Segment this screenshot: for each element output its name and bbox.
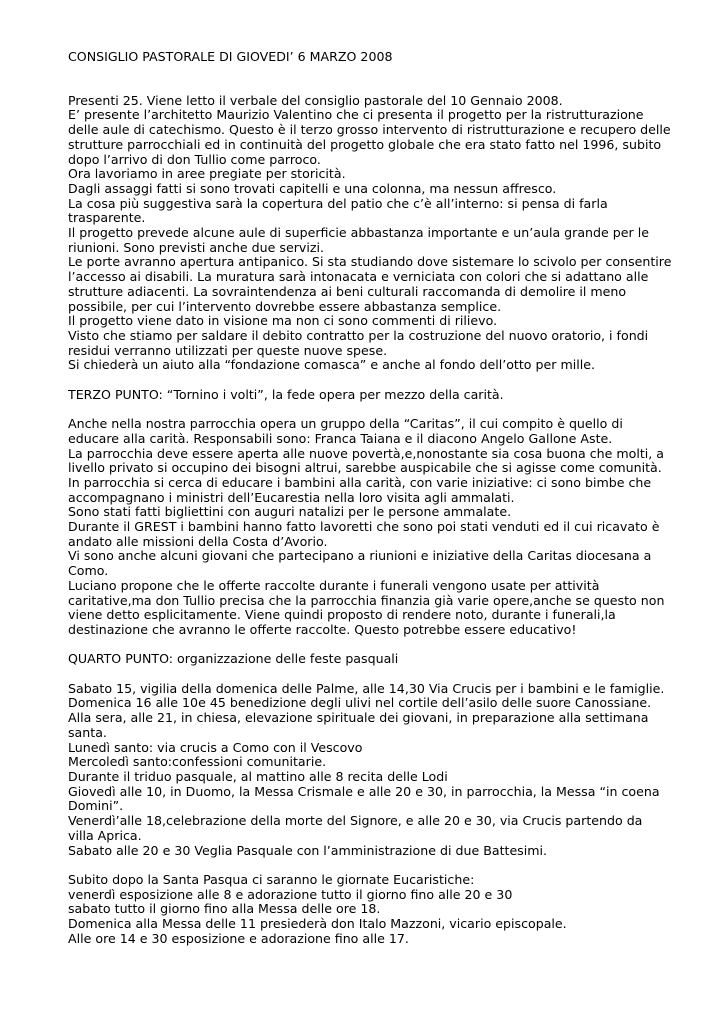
text-line: destinazione che avranno le offerte raccolte. Questo potrebbe essere educativo!	[68, 621, 577, 637]
text-line: Il progetto prevede alcune aule di superficie abbastanza importante e un’aula grande per le	[68, 225, 649, 241]
text-line: La cosa più suggestiva sarà la copertura del patio che c’è all’interno: si pensa di farla	[68, 195, 608, 211]
text-line: Presenti 25. Viene letto il verbale del consiglio pastorale del 10 Gennaio 2008.	[68, 92, 563, 108]
document-body	[68, 94, 684, 947]
text-line: Domenica 16 alle 10e 45 benedizione degli ulivi nel cortile dell’asilo delle suore Canossiane.	[68, 695, 652, 711]
text-line: Durante il triduo pasquale, al mattino alle 8 recita delle Lodi	[68, 768, 448, 784]
text-line: In parrocchia si cerca di educare i bambini alla carità, con varie iniziative: ci sono bimbe che	[68, 474, 652, 490]
document-title: CONSIGLIO PASTORALE DI GIOVEDI’ 6 MARZO 2008	[68, 49, 393, 64]
paragraph-block	[68, 682, 684, 858]
text-line: Venerdì’alle 18,celebrazione della morte del Signore, e alle 20 e 30, via Crucis partendo da	[68, 813, 643, 829]
text-line: Ora lavoriamo in aree pregiate per storicità.	[68, 166, 346, 182]
text-line: possibile, per cui l’intervento dovrebbe essere abbastanza semplice.	[68, 298, 502, 314]
text-line: Mercoledì santo:confessioni comunitarie.	[68, 754, 327, 770]
text-line: riunioni. Sono previsti anche due servizi.	[68, 239, 324, 255]
text-line: santa.	[68, 724, 107, 740]
text-line: TERZO PUNTO: “Tornino i volti”, la fede opera per mezzo della carità.	[68, 386, 504, 402]
text-line: Il progetto viene dato in visione ma non ci sono commenti di rilievo.	[68, 313, 498, 329]
text-line: Domini”.	[68, 798, 124, 814]
text-line: QUARTO PUNTO: organizzazione delle feste pasquali	[68, 651, 399, 667]
text-line: viene detto esplicitamente. Viene quindi proposto di rendere noto, durante i funerali,la	[68, 607, 616, 623]
text-line: accompagnano i ministri dell’Eucarestia nella loro visita agli ammalati.	[68, 489, 515, 505]
text-line: strutture parrocchiali ed in continuità del progetto globale che era stato fatto nel 1996, subito	[68, 136, 662, 152]
text-line: l’accesso ai disabili. La muratura sarà intonacata e verniciata con colori che si adattano alle	[68, 269, 649, 285]
text-line: villa Aprica.	[68, 827, 142, 843]
text-line: Subito dopo la Santa Pasqua ci saranno le giornate Eucaristiche:	[68, 871, 475, 887]
text-line: sabato tutto il giorno fino alla Messa delle ore 18.	[68, 901, 381, 917]
text-line: Sono stati fatti bigliettini con auguri natalizi per le persone ammalate.	[68, 504, 512, 520]
text-line: Sabato alle 20 e 30 Veglia Pasquale con l’amministrazione di due Battesimi.	[68, 842, 548, 858]
text-line: Durante il GREST i bambini hanno fatto lavoretti che sono poi stati venduti ed il cui ricavato è	[68, 519, 660, 535]
text-line: venerdì esposizione alle 8 e adorazione tutto il giorno fino alle 20 e 30	[68, 886, 513, 902]
paragraph-block	[68, 652, 684, 667]
text-line: Domenica alla Messa delle 11 presiederà don Italo Mazzoni, vicario episcopale.	[68, 916, 567, 931]
text-line: Anche nella nostra parrocchia opera un gruppo della “Caritas”, il cui compito è quello di	[68, 416, 623, 432]
text-line: Vi sono anche alcuni giovani che partecipano a riunioni e iniziative della Caritas diocesana a	[68, 548, 652, 564]
text-line: Le porte avranno apertura antipanico. Si sta studiando dove sistemare lo scivolo per consentire	[68, 254, 672, 270]
paragraph-block	[68, 94, 684, 373]
text-line: residui verranno utilizzati per queste nuove spese.	[68, 342, 388, 358]
paragraph-block	[68, 388, 684, 403]
text-line: La parrocchia deve essere aperta alle nuove povertà,e,nonostante sia cosa buona che molti, a	[68, 445, 665, 461]
text-line: Sabato 15, vigilia della domenica delle Palme, alle 14,30 Via Crucis per i bambini e le famiglie.	[68, 680, 665, 696]
text-line: andato alle missioni della Costa d’Avorio.	[68, 533, 328, 549]
text-line: educare alla carità. Responsabili sono: Franca Taiana e il diacono Angelo Gallone Aste.	[68, 430, 613, 446]
text-line: dopo l’arrivo di don Tullio come parroco.	[68, 151, 321, 167]
text-line: E’ presente l’architetto Maurizio Valentino che ci presenta il progetto per la ristrutturazione	[68, 107, 644, 123]
text-line: Si chiederà un aiuto alla “fondazione comasca” e anche al fondo dell’otto per mille.	[68, 357, 595, 373]
text-line: Alla sera, alle 21, in chiesa, elevazione spirituale dei giovani, in preparazione alla settimana	[68, 710, 649, 726]
text-line: Como.	[68, 563, 109, 579]
paragraph-block	[68, 873, 684, 947]
text-line: caritative,ma don Tullio precisa che la parrocchia finanzia già varie opere,anche se questo non	[68, 592, 665, 608]
text-line: delle aule di catechismo. Questo è il terzo grosso intervento di ristrutturazione e recupero delle	[68, 122, 671, 138]
text-line: Luciano propone che le offerte raccolte durante i funerali vengono usate per attività	[68, 577, 600, 593]
text-line: Giovedì alle 10, in Duomo, la Messa Crismale e alle 20 e 30, in parrocchia, la Messa “in coena	[68, 783, 660, 799]
text-line: trasparente.	[68, 210, 146, 226]
paragraph-block	[68, 417, 684, 638]
text-line: livello privato si occupino dei bisogni altrui, sarebbe auspicabile che si agisse come comunità.	[68, 460, 662, 476]
text-line: Lunedì santo: via crucis a Como con il Vescovo	[68, 739, 363, 755]
text-line: Visto che stiamo per saldare il debito contratto per la costruzione del nuovo oratorio, i fondi	[68, 327, 649, 343]
text-line: Dagli assaggi fatti si sono trovati capitelli e una colonna, ma nessun affresco.	[68, 180, 557, 196]
text-line: Alle ore 14 e 30 esposizione e adorazione fino alle 17.	[68, 930, 409, 946]
text-line: strutture adiacenti. La sovraintendenza ai beni culturali raccomanda di demolire il meno	[68, 283, 627, 299]
